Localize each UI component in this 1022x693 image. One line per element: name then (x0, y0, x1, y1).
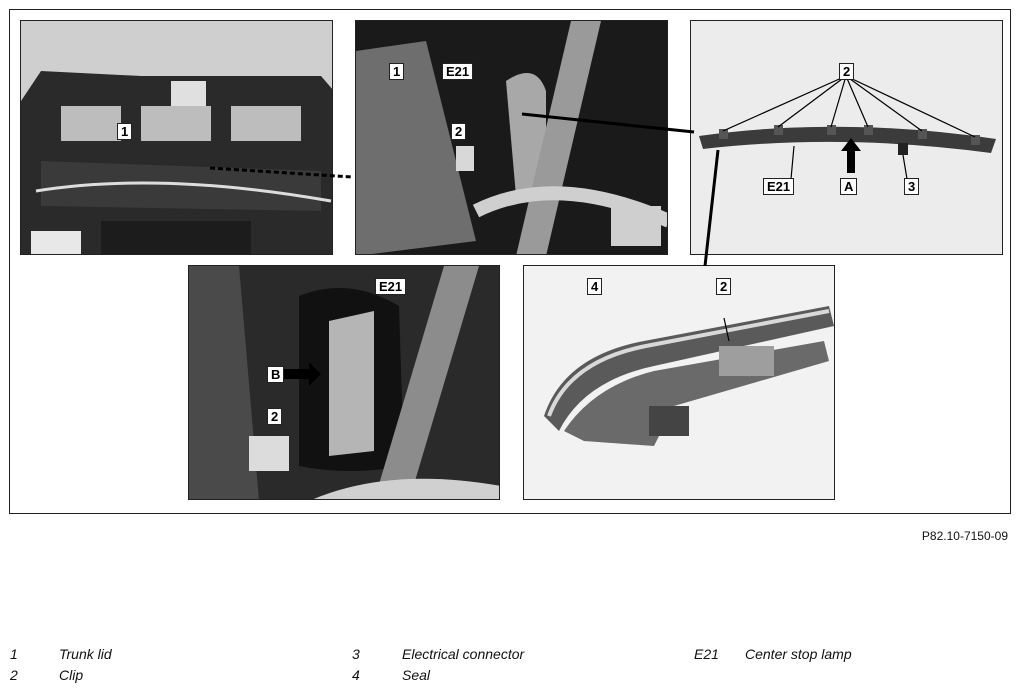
legend-text: Clip (59, 667, 84, 683)
legend-text: Trunk lid (59, 646, 112, 662)
callout-panel4-b: B (267, 366, 284, 383)
callout-panel3-3: 3 (904, 178, 919, 195)
legend-num: 3 (352, 646, 360, 662)
callout-panel3-e21: E21 (763, 178, 794, 195)
legend (0, 644, 1022, 689)
legend-num: E21 (694, 646, 719, 662)
figure-id: P82.10-7150-09 (921, 529, 1008, 543)
legend-num: 2 (10, 667, 18, 683)
callout-panel3-a: A (840, 178, 857, 195)
callout-panel2-e21: E21 (442, 63, 473, 80)
callout-panel1-1: 1 (117, 123, 132, 140)
legend-text: Electrical connector (402, 646, 525, 662)
callout-panel5-2: 2 (716, 278, 731, 295)
callout-panel3-2: 2 (839, 63, 854, 80)
callout-panel2-1: 1 (389, 63, 404, 80)
callout-panel4-2: 2 (267, 408, 282, 425)
legend-num: 1 (10, 646, 18, 662)
legend-text: Seal (402, 667, 431, 683)
callout-panel5-4: 4 (587, 278, 602, 295)
callout-panel2-2: 2 (451, 123, 466, 140)
callout-panel4-e21: E21 (375, 278, 406, 295)
legend-text: Center stop lamp (745, 646, 852, 662)
legend-num: 4 (352, 667, 360, 683)
